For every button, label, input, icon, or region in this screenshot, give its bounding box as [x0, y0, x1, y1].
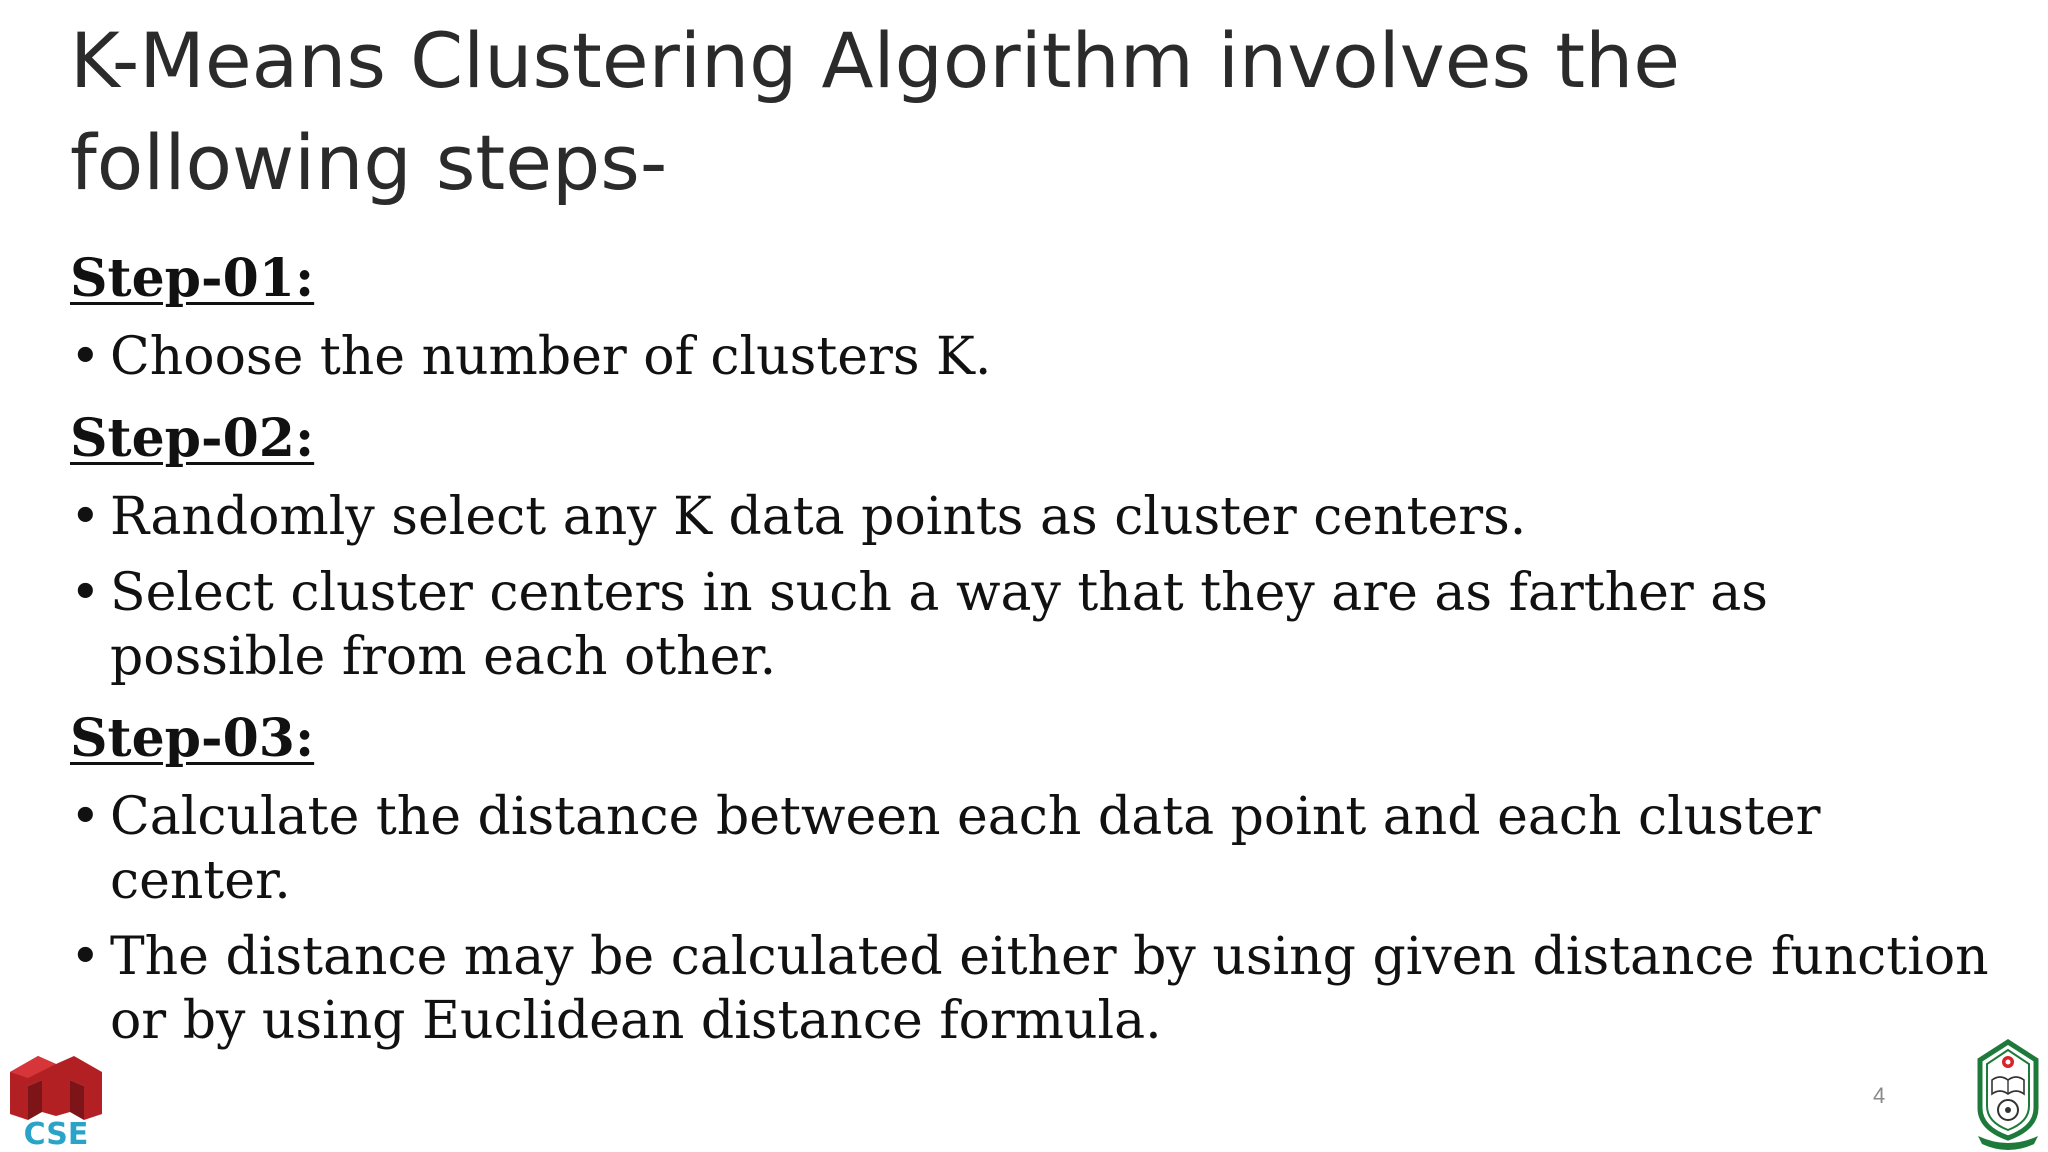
bullet-text: Select cluster centers in such a way that they are as farther as possible from each other. — [110, 563, 1768, 687]
slide-body — [70, 243, 1990, 1065]
step-02-bullet-2 — [70, 561, 1990, 689]
page-number: 4 — [1873, 1083, 1886, 1108]
bullet-text: The distance may be calculated either by using given distance function or by using Euclidean distance formula. — [110, 927, 1989, 1051]
step-02-bullet-1 — [70, 485, 1990, 549]
step-01-bullet-1 — [70, 325, 1990, 389]
step-03-bullet-1 — [70, 785, 1990, 913]
bullet-dot: • — [70, 927, 101, 987]
step-01-heading: Step-01: — [70, 248, 315, 309]
bullet-dot: • — [70, 787, 101, 847]
step-02-heading: Step-02: — [70, 408, 315, 469]
cse-logo-text: CSE — [23, 1117, 89, 1148]
bullet-text: Randomly select any K data points as cluster centers. — [110, 487, 1527, 547]
step-03-bullet-2 — [70, 925, 1990, 1053]
step-03-heading: Step-03: — [70, 708, 315, 769]
slide-title — [70, 10, 1970, 214]
bullet-dot: • — [70, 487, 101, 547]
bullet-text: Choose the number of clusters K. — [110, 327, 992, 387]
university-seal — [1972, 1038, 2044, 1150]
university-seal-icon — [1978, 1042, 2038, 1150]
slide-title-line-2: following steps- — [70, 118, 668, 207]
slide-title-line-1: K-Means Clustering Algorithm involves the — [70, 16, 1680, 105]
bullet-text: Calculate the distance between each data point and each cluster center. — [110, 787, 1821, 911]
cse-logo-mark-icon — [10, 1056, 102, 1120]
bullet-dot: • — [70, 327, 101, 387]
cse-logo — [4, 1050, 108, 1148]
bullet-dot: • — [70, 563, 101, 623]
